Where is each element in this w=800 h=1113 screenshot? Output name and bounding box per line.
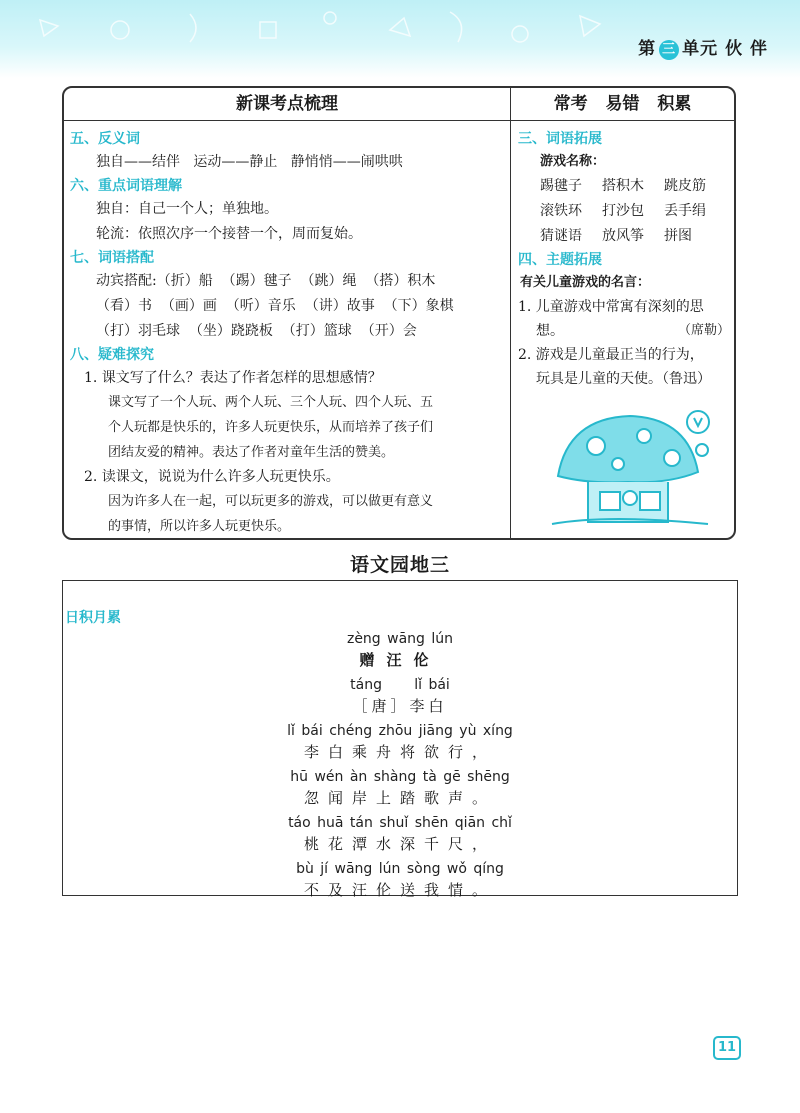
game-name: 跳皮筋 bbox=[664, 178, 706, 194]
poem-line-4-pinyin: bù jí wāng lún sòng wǒ qíng bbox=[296, 861, 504, 877]
right-column bbox=[518, 128, 730, 391]
poem-line-3: 桃花潭水深千尺， bbox=[303, 835, 496, 853]
poem-author: ［唐］李白 bbox=[352, 697, 448, 715]
section-title-garden: 语文园地三 bbox=[349, 554, 450, 576]
review-table bbox=[62, 86, 736, 540]
game-name: 滚铁环 bbox=[540, 203, 582, 219]
collocation-line-3: （打）羽毛球 （坐）跷跷板 （打）篮球 （开）会 bbox=[96, 323, 417, 339]
quote-2-line-1: 2. 游戏是儿童最正当的行为， bbox=[518, 347, 704, 363]
poem bbox=[63, 629, 737, 905]
quotes-label: 有关儿童游戏的名言： bbox=[520, 275, 651, 290]
key-word-line-2: 轮流：依照次序一个接替一个，周而复始。 bbox=[96, 226, 362, 242]
poem-title: 赠汪伦 bbox=[359, 651, 441, 669]
collocation-line-1: 动宾搭配:（折）船 （踢）毽子 （跳）绳 （搭）积木 bbox=[96, 273, 436, 289]
question-2: 2. 读课文，说说为什么许多人玩更快乐。 bbox=[84, 469, 340, 485]
antonyms-line: 独自——结伴 运动——静止 静悄悄——闹哄哄 bbox=[96, 154, 403, 170]
daily-accumulation-label: 日积月累 bbox=[65, 610, 121, 626]
section-word-expansion-title: 三、词语拓展 bbox=[518, 131, 602, 147]
unit-suffix: 单元 bbox=[682, 39, 719, 59]
section-antonyms-title: 五、反义词 bbox=[70, 131, 140, 147]
collocation-line-2: （看）书 （画）画 （听）音乐 （讲）故事 （下）象棋 bbox=[96, 298, 454, 314]
quote-2-line-2: 玩具是儿童的天使。（鲁迅） bbox=[536, 371, 711, 387]
poem-line-1: 李白乘舟将欲行， bbox=[303, 743, 496, 761]
game-name: 拼图 bbox=[664, 228, 692, 244]
unit-number-badge: 三 bbox=[659, 40, 679, 60]
left-column-header: 新课考点梳理 bbox=[236, 94, 338, 114]
quote-1-text: 想。 bbox=[536, 323, 564, 339]
unit-prefix: 第 bbox=[638, 39, 657, 59]
game-name: 搭积木 bbox=[602, 178, 644, 194]
quote-1-line-1: 1. 儿童游戏中常寓有深刻的思 bbox=[518, 299, 704, 315]
unit-theme: 伙 伴 bbox=[725, 39, 768, 59]
page-number: 11 bbox=[713, 1036, 741, 1060]
question-1: 1. 课文写了什么？表达了作者怎样的思想感情？ bbox=[84, 370, 382, 386]
answer-1-line-1: 课文写了一个人玩、两个人玩、三个人玩、四个人玩、五 bbox=[108, 395, 434, 410]
poem-line-3-pinyin: táo huā tán shuǐ shēn qiān chǐ bbox=[288, 815, 512, 831]
game-name: 放风筝 bbox=[602, 228, 644, 244]
answer-1-line-2: 个人玩都是快乐的，许多人玩更快乐，从而培养了孩子们 bbox=[108, 420, 434, 435]
game-name: 踢毽子 bbox=[540, 178, 582, 194]
answer-1-line-3: 团结友爱的精神。表达了作者对童年生活的赞美。 bbox=[108, 445, 395, 460]
author-pinyin: táng lǐ bái bbox=[350, 677, 450, 693]
column-divider bbox=[510, 88, 511, 538]
quote-1-attribution: （席勒） bbox=[677, 323, 730, 338]
section-key-words-title: 六、重点词语理解 bbox=[70, 178, 182, 194]
quote-1-line-2 bbox=[518, 319, 730, 343]
section-difficulty-title: 八、疑难探究 bbox=[70, 347, 154, 363]
mushroom-house-illustration-icon bbox=[548, 406, 714, 530]
poem-title-pinyin: zèng wāng lún bbox=[346, 631, 454, 647]
left-column bbox=[70, 128, 502, 539]
answer-2-line-2: 的事情，所以许多人玩更快乐。 bbox=[108, 519, 291, 534]
game-name: 打沙包 bbox=[602, 203, 644, 219]
game-row-3 bbox=[518, 224, 730, 249]
game-name: 猜谜语 bbox=[540, 228, 582, 244]
game-row-1 bbox=[518, 174, 730, 199]
section-collocation-title: 七、词语搭配 bbox=[70, 250, 154, 266]
answer-2-line-1: 因为许多人在一起，可以玩更多的游戏，可以做更有意义 bbox=[108, 494, 434, 509]
game-name: 丢手绢 bbox=[664, 203, 706, 219]
game-names-label: 游戏名称： bbox=[540, 154, 606, 169]
poem-line-1-pinyin: lǐ bái chéng zhōu jiāng yù xíng bbox=[287, 723, 513, 739]
poem-line-4: 不及汪伦送我情。 bbox=[303, 881, 496, 899]
poem-line-2-pinyin: hū wén àn shàng tà gē shēng bbox=[290, 769, 510, 785]
unit-title bbox=[638, 34, 768, 60]
key-word-line-1: 独自：自己一个人；单独地。 bbox=[96, 201, 278, 217]
game-row-2 bbox=[518, 199, 730, 224]
section-theme-expansion-title: 四、主题拓展 bbox=[518, 252, 602, 268]
poem-box bbox=[62, 580, 738, 899]
poem-line-2: 忽闻岸上踏歌声。 bbox=[303, 789, 496, 807]
right-column-header: 常考 易错 积累 bbox=[553, 94, 692, 114]
